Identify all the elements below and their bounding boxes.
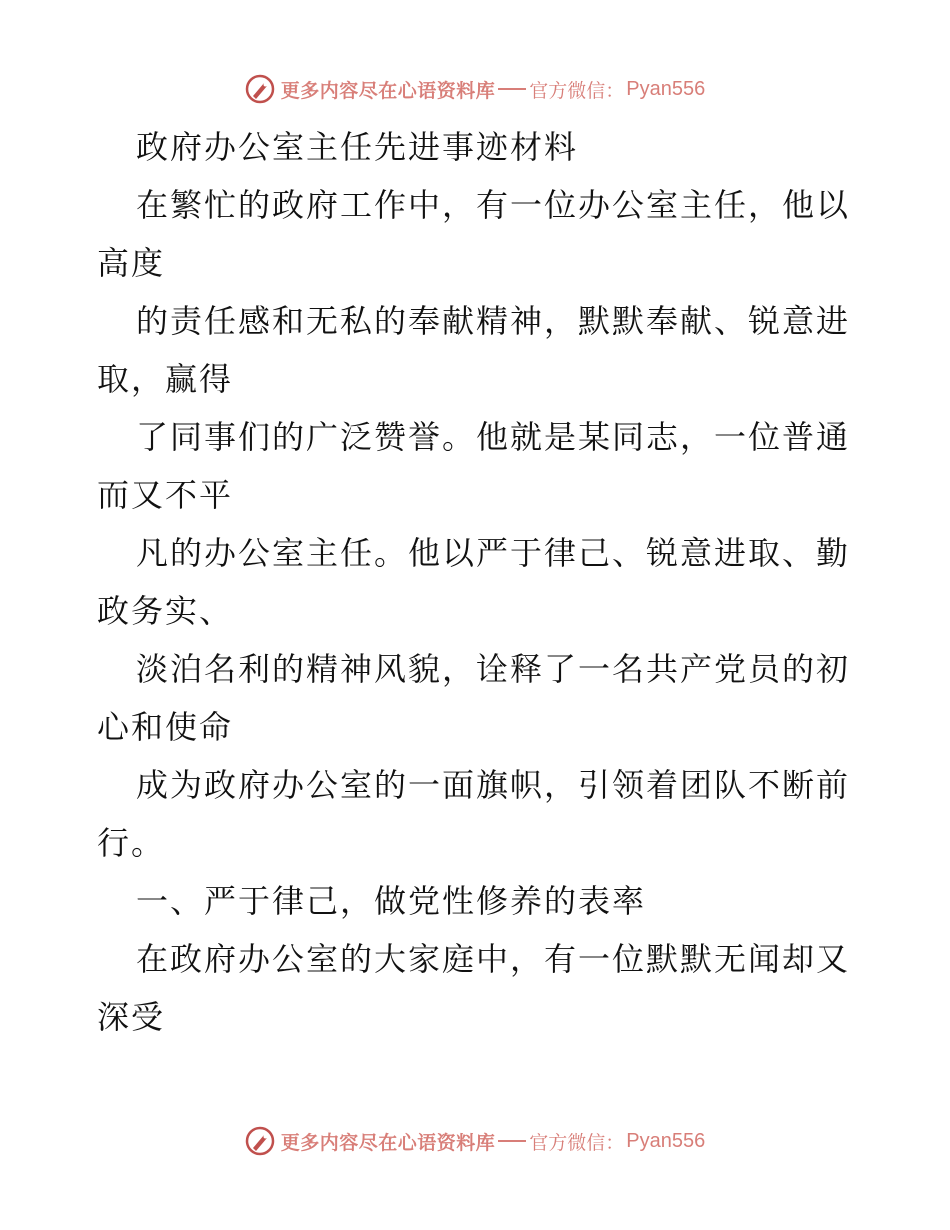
paragraph-line: 成为政府办公室的一面旗帜，引领着团队不断前 bbox=[136, 766, 851, 804]
paragraph-line: 了同事们的广泛赞誉。他就是某同志，一位普通 bbox=[136, 418, 851, 456]
banner-dash bbox=[498, 1140, 526, 1142]
paragraph-line: 高度 bbox=[97, 244, 166, 282]
document-body bbox=[97, 118, 857, 1046]
paragraph-line: 凡的办公室主任。他以严于律己、锐意进取、勤 bbox=[136, 534, 851, 572]
paragraph-line: 的责任感和无私的奉献精神，默默奉献、锐意进 bbox=[136, 302, 851, 340]
paragraph-line: 深受 bbox=[97, 998, 166, 1036]
paragraph-line: 取，赢得 bbox=[97, 360, 234, 398]
pen-logo-icon bbox=[245, 74, 275, 104]
paragraph-line: 而又不平 bbox=[97, 476, 234, 514]
banner-wechat-id: Pyan556 bbox=[626, 1129, 706, 1152]
banner-wechat-label: 官方微信： bbox=[529, 79, 625, 102]
pen-logo-icon bbox=[245, 1126, 275, 1156]
banner-text: 更多内容尽在心语资料库 bbox=[280, 79, 496, 102]
banner-dash bbox=[498, 88, 526, 90]
paragraph-line: 在繁忙的政府工作中，有一位办公室主任，他以 bbox=[136, 186, 851, 224]
paragraph-line: 行。 bbox=[97, 824, 166, 862]
banner-text: 更多内容尽在心语资料库 bbox=[280, 1131, 496, 1154]
paragraph-line: 政务实、 bbox=[97, 592, 234, 630]
paragraph-line: 淡泊名利的精神风貌，诠释了一名共产党员的初 bbox=[136, 650, 851, 688]
banner-wechat-label: 官方微信： bbox=[529, 1131, 625, 1154]
section-heading: 一、严于律己，做党性修养的表率 bbox=[136, 882, 647, 920]
header-banner bbox=[0, 72, 950, 106]
paragraph-line: 心和使命 bbox=[97, 708, 234, 746]
footer-banner bbox=[0, 1124, 950, 1158]
document-title: 政府办公室主任先进事迹材料 bbox=[136, 128, 579, 166]
banner-wechat-id: Pyan556 bbox=[626, 77, 706, 100]
paragraph-line: 在政府办公室的大家庭中，有一位默默无闻却又 bbox=[136, 940, 851, 978]
